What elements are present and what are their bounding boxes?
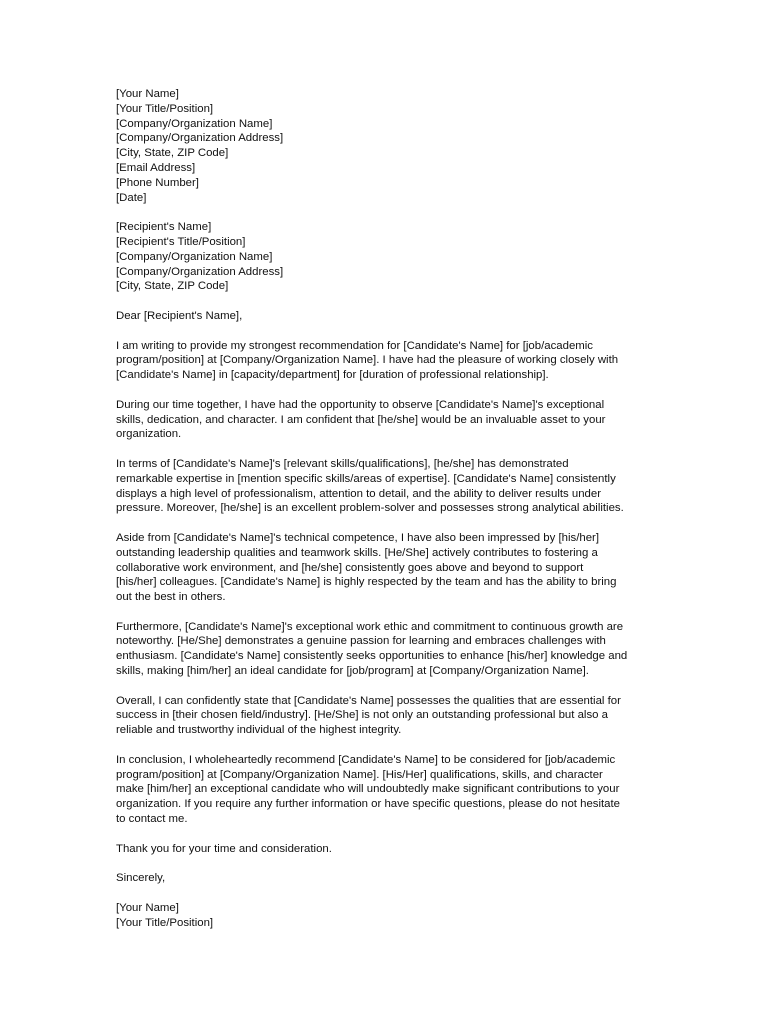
sender-city: [City, State, ZIP Code] xyxy=(116,147,229,160)
paragraph-line: pressure. Moreover, [he/she] is an excellent problem-solver and possesses strong analytical abilities. xyxy=(116,502,624,515)
paragraph-line: Furthermore, [Candidate's Name]'s exceptional work ethic and commitment to continuous growth are xyxy=(116,620,624,633)
paragraph-work-ethic xyxy=(116,620,661,679)
salutation xyxy=(116,309,661,324)
recipient-company: [Company/Organization Name] xyxy=(116,250,273,263)
paragraph-line: make [him/her] an exceptional candidate who will undoubtedly make significant contributions to your xyxy=(116,783,620,796)
sender-block xyxy=(116,87,661,205)
recipient-title: [Recipient's Title/Position] xyxy=(116,235,246,248)
paragraph-leadership xyxy=(116,531,661,605)
paragraph-line: reliable and trustworthy individual of the highest integrity. xyxy=(116,724,402,737)
paragraph-line: In terms of [Candidate's Name]'s [relevant skills/qualifications], [he/she] has demonstrated xyxy=(116,457,569,470)
paragraph-conclusion xyxy=(116,753,661,827)
paragraph-line: [Candidate's Name] in [capacity/department] for [duration of professional relationship]. xyxy=(116,369,549,382)
paragraph-line: program/position] at [Company/Organization Name]. [His/Her] qualifications, skills, and character xyxy=(116,768,603,781)
paragraph-line: enthusiasm. [Candidate's Name] consistently seeks opportunities to enhance [his/her] knowledge and xyxy=(116,650,628,663)
paragraph-line: to contact me. xyxy=(116,813,188,826)
paragraph-line: skills, making [him/her] an ideal candidate for [job/program] at [Company/Organization Name]. xyxy=(116,665,589,678)
signature-block xyxy=(116,901,661,931)
paragraph-line: I am writing to provide my strongest recommendation for [Candidate's Name] for [job/academic xyxy=(116,339,593,352)
paragraph-line: In conclusion, I wholeheartedly recommend [Candidate's Name] to be considered for [job/academic xyxy=(116,753,616,766)
signature-title: [Your Title/Position] xyxy=(116,916,214,929)
sender-phone: [Phone Number] xyxy=(116,176,199,189)
paragraph-line: success in [their chosen field/industry]. [He/She] is not only an outstanding professional but also a xyxy=(116,709,608,722)
recipient-city: [City, State, ZIP Code] xyxy=(116,280,229,293)
closing-text: Sincerely, xyxy=(116,872,166,885)
paragraph-line: organization. xyxy=(116,428,182,441)
closing xyxy=(116,871,661,886)
paragraph-overall xyxy=(116,694,661,738)
paragraph-line: Thank you for your time and consideration. xyxy=(116,842,332,855)
paragraph-line: Aside from [Candidate's Name]'s technical competence, I have also been impressed by [his/her] xyxy=(116,531,600,544)
paragraph-skills xyxy=(116,457,661,516)
recipient-block xyxy=(116,220,661,294)
paragraph-observation xyxy=(116,398,661,442)
recipient-name: [Recipient's Name] xyxy=(116,221,212,234)
paragraph-line: During our time together, I have had the opportunity to observe [Candidate's Name]'s exceptional xyxy=(116,398,605,411)
paragraph-line: remarkable expertise in [mention specific skills/areas of expertise]. [Candidate's Name] consistently xyxy=(116,472,616,485)
paragraph-thanks xyxy=(116,842,661,857)
sender-address: [Company/Organization Address] xyxy=(116,132,284,145)
paragraph-line: noteworthy. [He/She] demonstrates a genuine passion for learning and embraces challenges with xyxy=(116,635,606,648)
paragraph-line: Overall, I can confidently state that [Candidate's Name] possesses the qualities that are essential for xyxy=(116,694,621,707)
paragraph-line: displays a high level of professionalism, attention to detail, and the ability to deliver results under xyxy=(116,487,602,500)
signature-name: [Your Name] xyxy=(116,901,179,914)
letter-body xyxy=(116,87,661,945)
sender-title: [Your Title/Position] xyxy=(116,102,214,115)
sender-email: [Email Address] xyxy=(116,161,196,174)
salutation-text: Dear [Recipient's Name], xyxy=(116,309,243,322)
paragraph-intro xyxy=(116,339,661,383)
paragraph-line: program/position] at [Company/Organization Name]. I have had the pleasure of working closely with xyxy=(116,354,619,367)
paragraph-line: out the best in others. xyxy=(116,591,226,604)
paragraph-line: outstanding leadership qualities and teamwork skills. [He/She] actively contributes to fostering a xyxy=(116,546,598,559)
sender-company: [Company/Organization Name] xyxy=(116,117,273,130)
sender-name: [Your Name] xyxy=(116,88,179,100)
paragraph-line: skills, dedication, and character. I am confident that [he/she] would be an invaluable asset to your xyxy=(116,413,606,426)
recipient-address: [Company/Organization Address] xyxy=(116,265,284,278)
paragraph-line: organization. If you require any further information or have specific questions, please do not hesitate xyxy=(116,798,621,811)
letter-date: [Date] xyxy=(116,191,147,204)
paragraph-line: collaborative work environment, and [he/she] consistently goes above and beyond to support xyxy=(116,561,584,574)
paragraph-line: [his/her] colleagues. [Candidate's Name] is highly respected by the team and has the ability to bring xyxy=(116,576,617,589)
